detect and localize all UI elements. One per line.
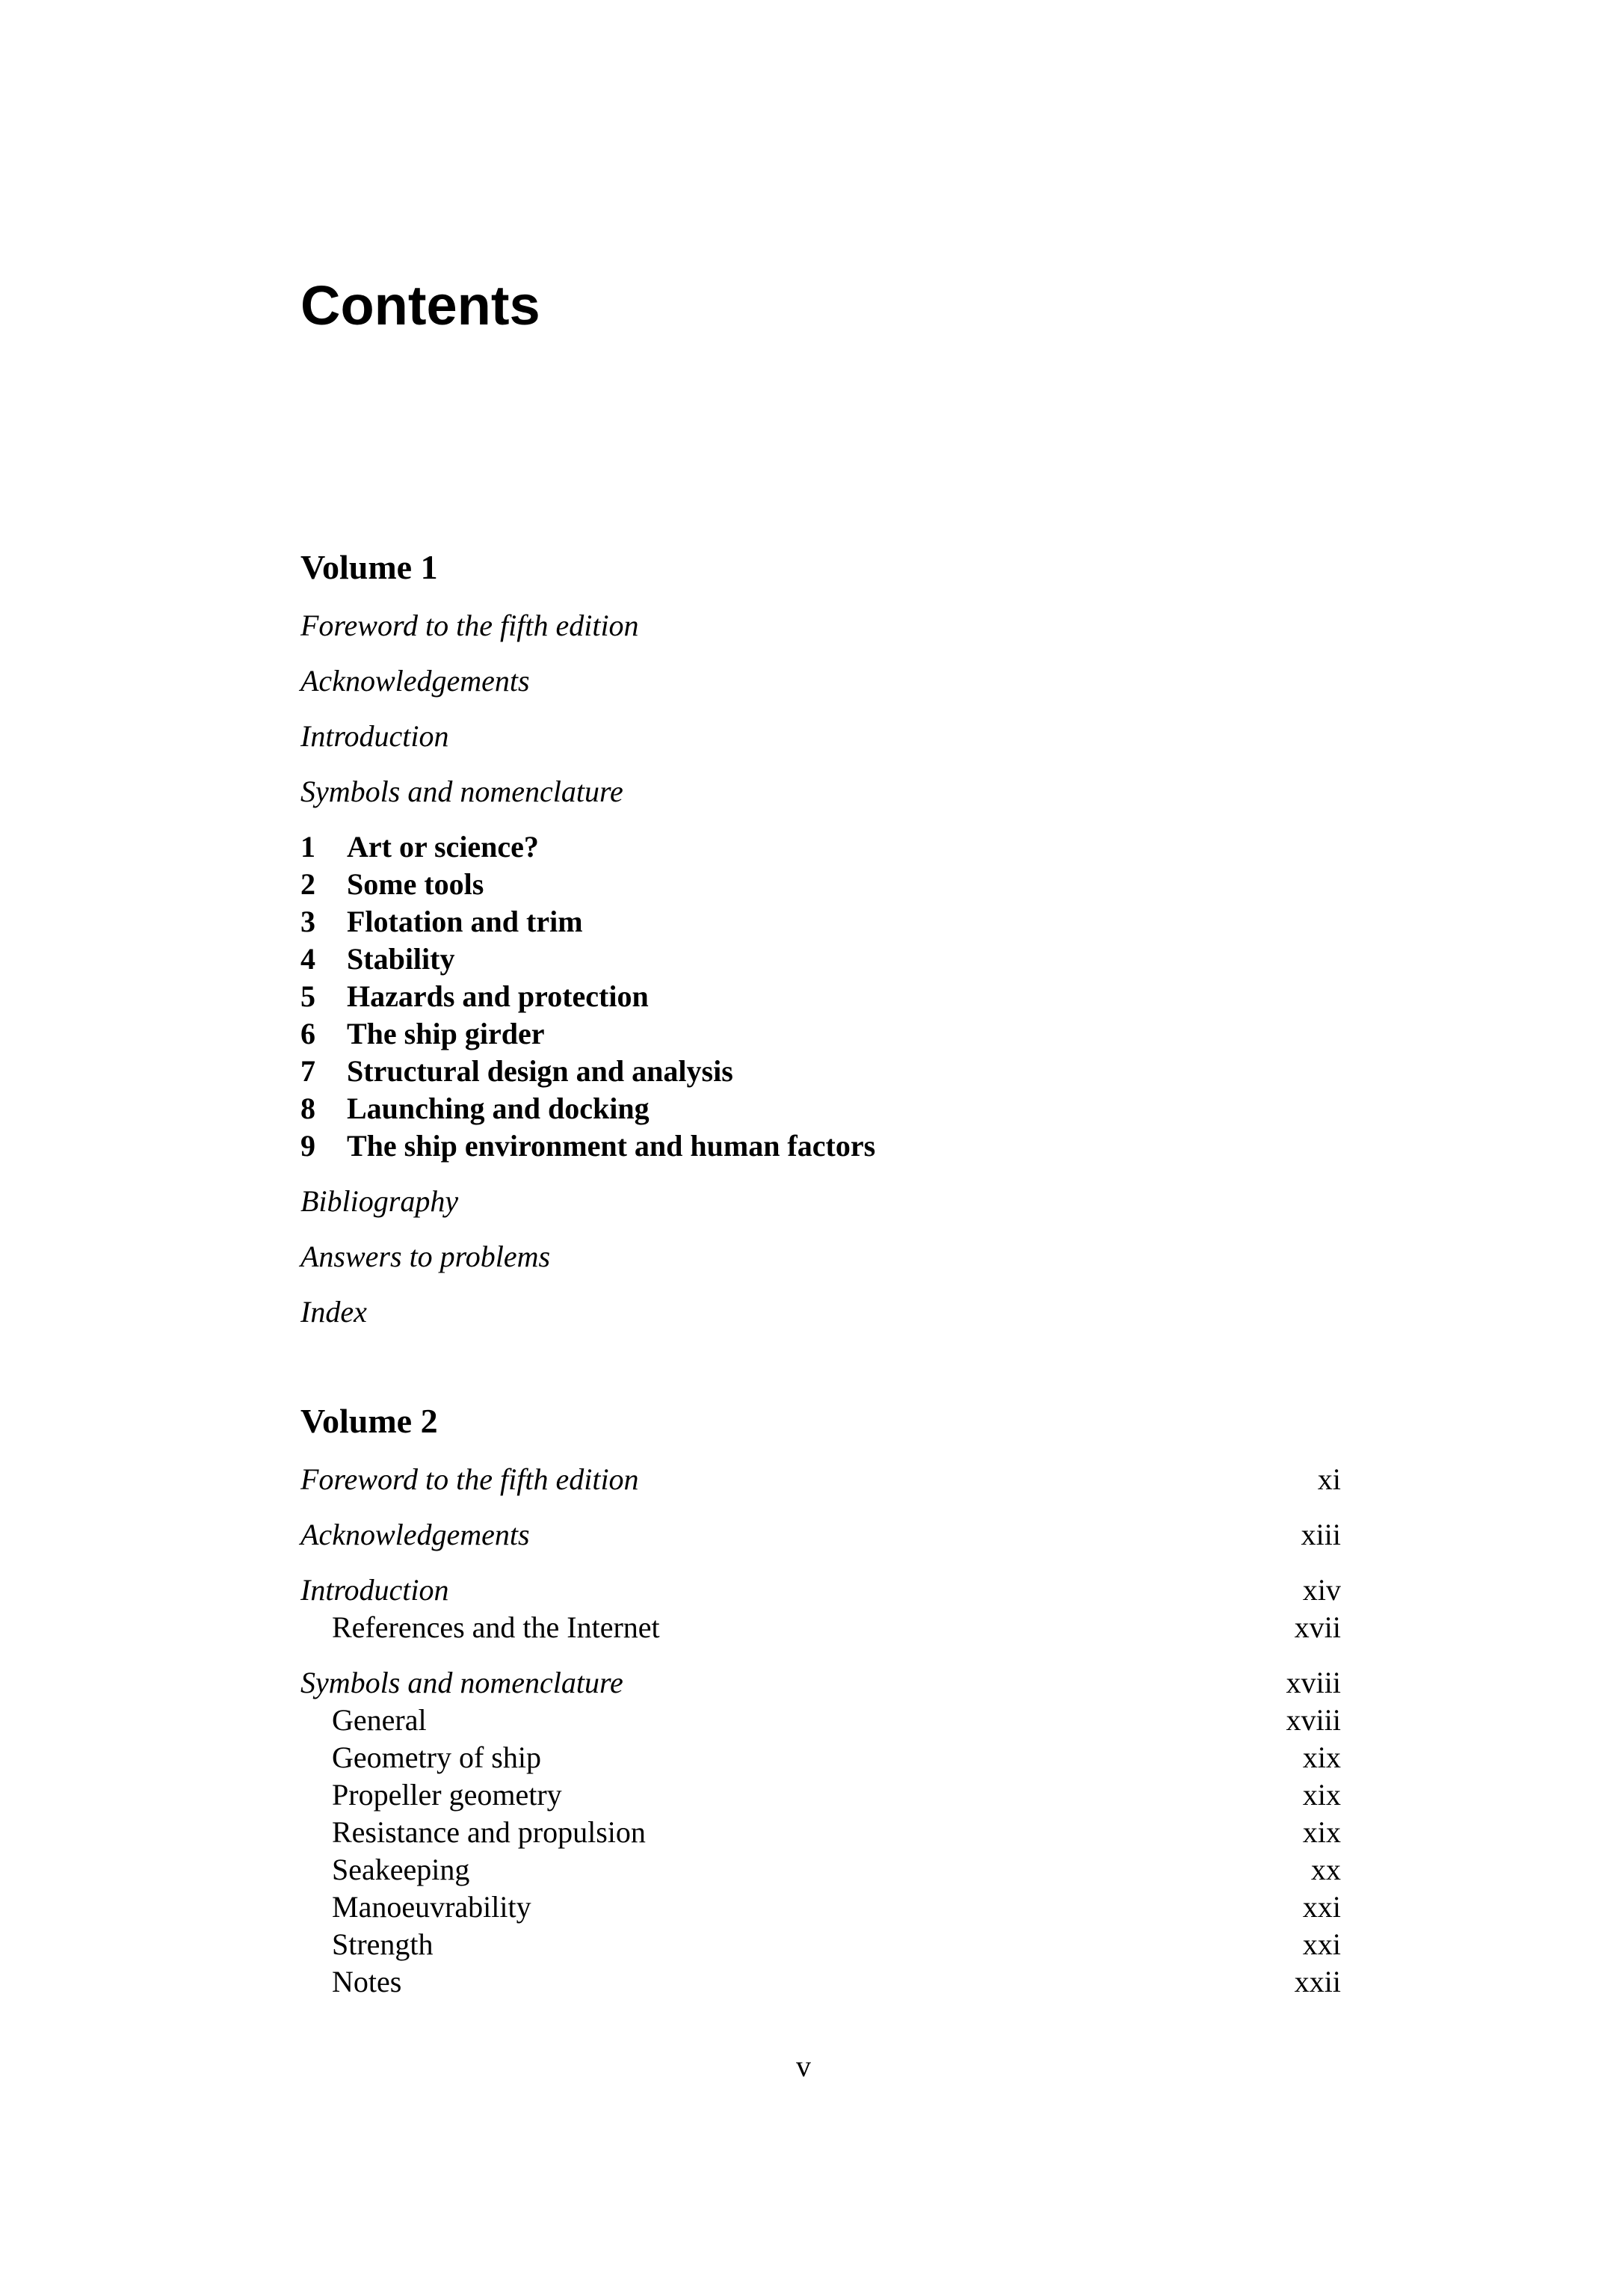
entry-label: Bibliography	[300, 1184, 459, 1218]
entry-label: Acknowledgements	[300, 1518, 530, 1551]
vol2-symbols-group	[300, 1664, 1341, 2001]
vol2-references-entry[interactable]	[300, 1609, 1341, 1646]
vol1-answers-entry[interactable]	[300, 1238, 1341, 1275]
page-number: xi	[1317, 1462, 1341, 1496]
entry-label: Seakeeping	[332, 1853, 470, 1886]
vol2-manoeuvrability-entry[interactable]	[300, 1889, 1341, 1926]
chapter-1-entry[interactable]	[300, 828, 1341, 866]
page-number: xiv	[1302, 1573, 1341, 1607]
vol2-introduction-group	[300, 1572, 1341, 1646]
vol1-acknowledgements-entry[interactable]	[300, 662, 1341, 700]
entry-label: Strength	[332, 1927, 434, 1961]
vol2-strength-entry[interactable]	[300, 1926, 1341, 1963]
vol2-acknowledgements-entry[interactable]	[300, 1516, 1341, 1554]
chapter-number: 2	[300, 867, 315, 901]
page-folio: v	[796, 2049, 811, 2083]
chapter-5-entry[interactable]	[300, 978, 1341, 1015]
entry-label: Manoeuvrability	[332, 1890, 531, 1924]
chapter-title: Structural design and analysis	[347, 1054, 733, 1088]
chapter-title: Stability	[347, 942, 455, 976]
volume-1-list	[300, 607, 1341, 1349]
vol2-seakeeping-entry[interactable]	[300, 1851, 1341, 1889]
chapter-4-entry[interactable]	[300, 941, 1341, 978]
chapter-2-entry[interactable]	[300, 866, 1341, 903]
page-title: Contents	[300, 274, 540, 336]
entry-label: References and the Internet	[332, 1610, 660, 1644]
entry-label: Foreword to the fifth edition	[300, 609, 639, 642]
vol2-propeller-geometry-entry[interactable]	[300, 1776, 1341, 1814]
chapter-title: Some tools	[347, 867, 484, 901]
page-number: xxii	[1294, 1965, 1341, 1998]
vol2-foreword-entry[interactable]	[300, 1461, 1341, 1498]
page-number: xxi	[1302, 1890, 1341, 1924]
entry-label: Foreword to the fifth edition	[300, 1462, 639, 1496]
chapter-number: 6	[300, 1017, 315, 1050]
vol2-introduction-entry[interactable]	[300, 1572, 1341, 1609]
vol1-chapter-list	[300, 828, 1341, 1165]
vol2-resistance-entry[interactable]	[300, 1814, 1341, 1851]
chapter-title: The ship environment and human factors	[347, 1129, 876, 1163]
page-number: xxi	[1302, 1927, 1341, 1961]
vol2-symbols-entry[interactable]	[300, 1664, 1341, 1702]
entry-label: Acknowledgements	[300, 664, 530, 698]
chapter-number: 7	[300, 1054, 315, 1088]
entry-label: Answers to problems	[300, 1240, 551, 1273]
page-number: xviii	[1286, 1703, 1341, 1737]
page-number: xix	[1302, 1815, 1341, 1849]
chapter-7-entry[interactable]	[300, 1053, 1341, 1090]
entry-label: Introduction	[300, 719, 449, 753]
chapter-number: 8	[300, 1092, 315, 1125]
entry-label: Propeller geometry	[332, 1778, 562, 1812]
vol1-bibliography-entry[interactable]	[300, 1183, 1341, 1220]
entry-label: General	[332, 1703, 427, 1737]
entry-label: Index	[300, 1295, 367, 1329]
vol1-introduction-entry[interactable]	[300, 718, 1341, 755]
vol1-symbols-entry[interactable]	[300, 773, 1341, 810]
chapter-number: 4	[300, 942, 315, 976]
entry-label: Symbols and nomenclature	[300, 1666, 623, 1699]
chapter-3-entry[interactable]	[300, 903, 1341, 941]
chapter-title: Launching and docking	[347, 1092, 650, 1125]
chapter-title: The ship girder	[347, 1017, 545, 1050]
chapter-number: 3	[300, 905, 315, 938]
chapter-9-entry[interactable]	[300, 1127, 1341, 1165]
page-number: xvii	[1294, 1610, 1341, 1644]
page-number: xviii	[1286, 1666, 1341, 1699]
chapter-number: 9	[300, 1129, 315, 1163]
vol1-index-entry[interactable]	[300, 1293, 1341, 1331]
page-number: xx	[1311, 1853, 1341, 1886]
chapter-number: 1	[300, 830, 315, 864]
vol2-general-entry[interactable]	[300, 1702, 1341, 1739]
page-number: xix	[1302, 1741, 1341, 1774]
vol1-foreword-entry[interactable]	[300, 607, 1341, 644]
page-number: xix	[1302, 1778, 1341, 1812]
chapter-title: Art or science?	[347, 830, 539, 864]
entry-label: Introduction	[300, 1573, 449, 1607]
vol2-notes-entry[interactable]	[300, 1963, 1341, 2001]
volume-2-heading: Volume 2	[300, 1402, 438, 1440]
volume-2-list	[300, 1461, 1341, 2019]
chapter-number: 5	[300, 979, 315, 1013]
volume-1-heading: Volume 1	[300, 548, 438, 586]
entry-label: Symbols and nomenclature	[300, 775, 623, 808]
vol2-geometry-of-ship-entry[interactable]	[300, 1739, 1341, 1776]
chapter-6-entry[interactable]	[300, 1015, 1341, 1053]
entry-label: Geometry of ship	[332, 1741, 541, 1774]
entry-label: Resistance and propulsion	[332, 1815, 646, 1849]
chapter-8-entry[interactable]	[300, 1090, 1341, 1127]
entry-label: Notes	[332, 1965, 402, 1998]
page-number: xiii	[1301, 1518, 1341, 1551]
chapter-title: Flotation and trim	[347, 905, 583, 938]
chapter-title: Hazards and protection	[347, 979, 649, 1013]
